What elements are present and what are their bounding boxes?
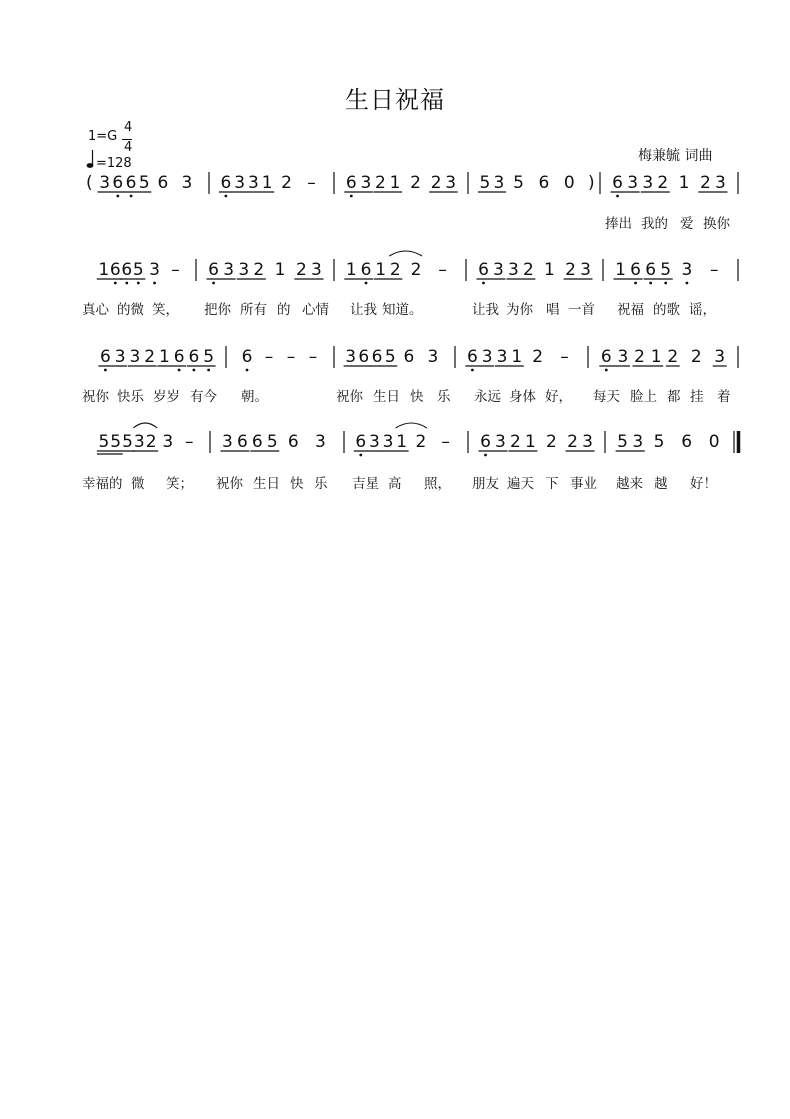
low-octave-dot	[484, 454, 487, 457]
low-octave-dot	[130, 195, 133, 198]
note-number: 5	[513, 173, 524, 193]
note-number: 2	[145, 432, 157, 452]
note-number: 2	[430, 173, 442, 193]
lyric-syllable: 事业	[570, 476, 597, 492]
low-octave-dot	[471, 369, 474, 372]
open-parenthesis: (	[86, 173, 93, 193]
lyric-syllable: 快	[410, 389, 424, 405]
lyric-syllable: 好，	[545, 389, 572, 405]
note-number: 6	[112, 173, 124, 193]
note-number: 3	[181, 173, 193, 193]
note-number: 5	[617, 432, 628, 452]
note-number: 5	[384, 347, 396, 367]
dash-note: –	[308, 347, 318, 367]
note-number: 6	[403, 347, 415, 367]
note-number: 3	[493, 173, 505, 193]
note-number: 2	[634, 347, 645, 367]
low-octave-dot	[482, 282, 485, 285]
note-number: 6	[612, 173, 623, 193]
note-number: 3	[715, 173, 726, 193]
lyric-syllable: 身体	[509, 389, 536, 405]
note-number: 6	[478, 260, 489, 280]
note-number: 5	[132, 260, 144, 280]
lyric-syllable: 换你	[703, 216, 730, 232]
note-number: 2	[532, 347, 544, 367]
note-number: 1	[650, 347, 662, 367]
note-number: 1	[261, 173, 273, 193]
note-number: 3	[234, 173, 246, 193]
note-number: 0	[708, 432, 720, 452]
note-number: 1	[615, 260, 626, 280]
note-number: 2	[375, 173, 386, 193]
low-octave-dot	[359, 454, 362, 457]
low-octave-dot	[104, 369, 107, 372]
note-number: 5	[98, 432, 110, 452]
note-number: 2	[699, 173, 711, 193]
low-octave-dot	[365, 282, 368, 285]
note-number: 1	[511, 347, 523, 367]
dash-note: –	[185, 432, 194, 452]
note-number: 3	[99, 173, 111, 193]
note-number: 3	[129, 347, 141, 367]
note-number: 5	[110, 432, 122, 452]
note-number: 3	[162, 432, 174, 452]
note-number: 5	[479, 173, 491, 193]
note-number: 6	[630, 260, 642, 280]
lyric-syllable: 心情	[302, 302, 329, 318]
dash-note: –	[286, 347, 296, 367]
low-octave-dot	[212, 282, 215, 285]
note-number: 3	[582, 432, 593, 452]
note-number: 6	[480, 432, 491, 452]
note-number: 2	[657, 173, 669, 193]
lyric-syllable: 永远	[474, 389, 501, 405]
dash-note: –	[307, 173, 316, 193]
lyric-syllable: 的微	[117, 302, 144, 318]
note-number: 6	[173, 347, 185, 367]
note-number: 5	[266, 432, 278, 452]
note-number: 6	[355, 432, 367, 452]
note-number: 2	[389, 260, 401, 280]
note-number: 3	[493, 260, 504, 280]
dash-note: –	[438, 260, 447, 280]
note-number: 5	[653, 432, 665, 452]
note-number: 6	[220, 173, 232, 193]
note-number: 1	[375, 260, 387, 280]
note-number: 2	[546, 432, 557, 452]
note-number: 6	[251, 432, 263, 452]
low-octave-dot	[350, 195, 353, 198]
note-number: 6	[287, 432, 299, 452]
note-number: 6	[466, 347, 478, 367]
note-number: 3	[642, 173, 654, 193]
note-number: 1	[98, 260, 110, 280]
note-number: 3	[617, 347, 629, 367]
lyric-syllable: 越来	[616, 476, 643, 492]
lyric-syllable: 生日	[373, 389, 400, 405]
lyric-syllable: 笑，	[152, 302, 179, 318]
note-number: 6	[345, 173, 357, 193]
note-number: 6	[99, 347, 111, 367]
lyric-syllable: 捧出	[605, 216, 632, 232]
note-number: 2	[522, 260, 534, 280]
low-octave-dot	[616, 195, 619, 198]
lyric-syllable: 爱	[680, 216, 694, 232]
note-number: 3	[223, 260, 235, 280]
dash-note: –	[171, 260, 180, 280]
note-number: 2	[509, 432, 521, 452]
dash-note: –	[560, 347, 569, 367]
note-number: 6	[109, 260, 121, 280]
lyric-syllable: 祝你	[216, 476, 243, 492]
note-number: 2	[410, 260, 422, 280]
low-octave-dot	[178, 369, 181, 372]
lyric-syllable: 祝福	[617, 302, 644, 318]
note-number: 3	[114, 347, 126, 367]
note-number: 3	[507, 260, 519, 280]
note-number: 6	[241, 347, 253, 367]
note-number: 3	[238, 260, 250, 280]
note-number: 6	[208, 260, 219, 280]
note-number: 6	[538, 173, 550, 193]
note-number: 2	[565, 260, 576, 280]
dash-note: –	[441, 432, 450, 452]
lyric-syllable: 让我	[350, 302, 377, 318]
lyric-syllable: 为你	[506, 302, 533, 318]
low-octave-dot	[192, 369, 195, 372]
lyric-syllable: 岁岁	[153, 389, 180, 405]
note-number: 3	[632, 432, 644, 452]
note-number: 1	[396, 432, 408, 452]
note-number: 6	[681, 432, 693, 452]
note-number: 2	[295, 260, 307, 280]
note-number: 3	[382, 432, 394, 452]
close-parenthesis: )	[588, 173, 595, 193]
lyric-syllable: 一首	[568, 302, 595, 318]
lyric-syllable: 把你	[204, 302, 231, 318]
note-number: 2	[144, 347, 156, 367]
note-number: 3	[427, 347, 439, 367]
note-number: 5	[203, 347, 215, 367]
low-octave-dot	[125, 282, 128, 285]
note-number: 6	[371, 347, 383, 367]
note-number: 1	[524, 432, 536, 452]
author-credit: 梅兼毓 词曲	[638, 148, 713, 164]
note-number: 1	[544, 260, 555, 280]
lyric-syllable: 朝。	[241, 389, 268, 405]
time-signature-top: 4	[124, 120, 133, 135]
note-number: 3	[345, 347, 357, 367]
note-number: 6	[125, 173, 137, 193]
note-number: 2	[690, 347, 702, 367]
lyric-syllable: 真心	[82, 302, 109, 318]
note-number: 1	[158, 347, 170, 367]
note-number: 2	[253, 260, 265, 280]
lyric-syllable: 唱	[546, 302, 560, 318]
lyric-syllable: 挂	[690, 389, 704, 405]
lyric-syllable: 祝你	[82, 389, 109, 405]
dash-note: –	[710, 260, 719, 280]
low-octave-dot	[664, 282, 667, 285]
lyric-syllable: 知道。	[382, 302, 423, 318]
tie-slur	[133, 423, 157, 428]
key-signature: 1=G	[88, 129, 118, 144]
note-number: 1	[345, 260, 357, 280]
tempo-marking: =128	[96, 156, 132, 171]
lyric-syllable: 乐	[437, 389, 451, 405]
song-title: 生日祝福	[345, 86, 445, 114]
note-number: 2	[667, 347, 679, 367]
lyric-syllable: 好！	[690, 476, 717, 492]
note-number: 3	[247, 173, 259, 193]
note-number: 6	[188, 347, 200, 367]
note-number: 3	[360, 173, 372, 193]
lyric-syllable: 着	[717, 389, 731, 405]
lyric-syllable: 照，	[424, 476, 451, 492]
note-number: 3	[481, 347, 493, 367]
tie-slur	[389, 251, 422, 256]
lyric-syllable: 谣，	[689, 302, 716, 318]
note-number: 3	[495, 432, 506, 452]
low-octave-dot	[116, 195, 119, 198]
lyric-syllable: 笑；	[166, 476, 193, 492]
note-number: 3	[496, 347, 508, 367]
note-number: 1	[274, 260, 286, 280]
note-number: 3	[369, 432, 380, 452]
low-octave-dot	[246, 369, 249, 372]
note-number: 6	[157, 173, 169, 193]
low-octave-dot	[137, 282, 140, 285]
note-number: 3	[681, 260, 693, 280]
lyric-syllable: 有今	[190, 389, 217, 405]
lyric-syllable: 乐	[314, 476, 328, 492]
lyric-syllable: 我的	[641, 216, 668, 232]
note-number: 3	[149, 260, 160, 280]
low-octave-dot	[114, 282, 117, 285]
lyric-syllable: 的	[277, 302, 291, 318]
note-number: 2	[410, 173, 421, 193]
lyric-syllable: 生日	[253, 476, 280, 492]
note-number: 3	[627, 173, 639, 193]
note-number: 2	[281, 173, 292, 193]
note-number: 2	[415, 432, 427, 452]
note-number: 6	[360, 260, 372, 280]
lyric-syllable: 每天	[593, 389, 620, 405]
lyric-syllable: 微	[131, 476, 145, 492]
low-octave-dot	[153, 282, 156, 285]
note-number: 3	[445, 173, 457, 193]
note-number: 5	[660, 260, 672, 280]
note-number: 5	[138, 173, 150, 193]
tie-slur	[396, 423, 427, 428]
note-number: 0	[563, 173, 575, 193]
lyric-syllable: 快乐	[117, 389, 144, 405]
note-number: 6	[645, 260, 657, 280]
low-octave-dot	[224, 195, 227, 198]
note-number: 3	[133, 432, 145, 452]
note-number: 6	[600, 347, 612, 367]
time-signature-bottom: 4	[124, 140, 133, 155]
note-number: 3	[311, 260, 322, 280]
note-number: 6	[358, 347, 370, 367]
lyric-syllable: 高	[388, 476, 402, 492]
note-number: 2	[567, 432, 578, 452]
lyric-syllable: 幸福的	[82, 476, 123, 492]
lyric-syllable: 遍天	[507, 476, 534, 492]
lyric-syllable: 所有	[240, 302, 267, 318]
low-octave-dot	[605, 369, 608, 372]
note-number: 1	[678, 173, 690, 193]
note-number: 1	[389, 173, 401, 193]
lyric-syllable: 吉星	[352, 476, 379, 492]
note-number: 6	[121, 260, 133, 280]
dash-note: –	[264, 347, 274, 367]
lyric-syllable: 脸上	[630, 389, 657, 405]
low-octave-dot	[686, 282, 689, 285]
note-number: 3	[222, 432, 233, 452]
note-number: 6	[236, 432, 248, 452]
low-octave-dot	[649, 282, 652, 285]
lyric-syllable: 都	[667, 389, 681, 405]
note-number: 3	[315, 432, 326, 452]
lyric-syllable: 的歌	[653, 302, 680, 318]
note-number: 5	[122, 432, 133, 452]
lyric-syllable: 下	[545, 476, 559, 492]
lyric-syllable: 越	[654, 476, 668, 492]
note-number: 3	[714, 347, 726, 367]
lyric-syllable: 让我	[472, 302, 499, 318]
lyric-syllable: 朋友	[472, 476, 499, 492]
low-octave-dot	[634, 282, 637, 285]
lyric-syllable: 祝你	[336, 389, 363, 405]
lyric-syllable: 快	[290, 476, 304, 492]
note-number: 3	[580, 260, 591, 280]
low-octave-dot	[207, 369, 210, 372]
